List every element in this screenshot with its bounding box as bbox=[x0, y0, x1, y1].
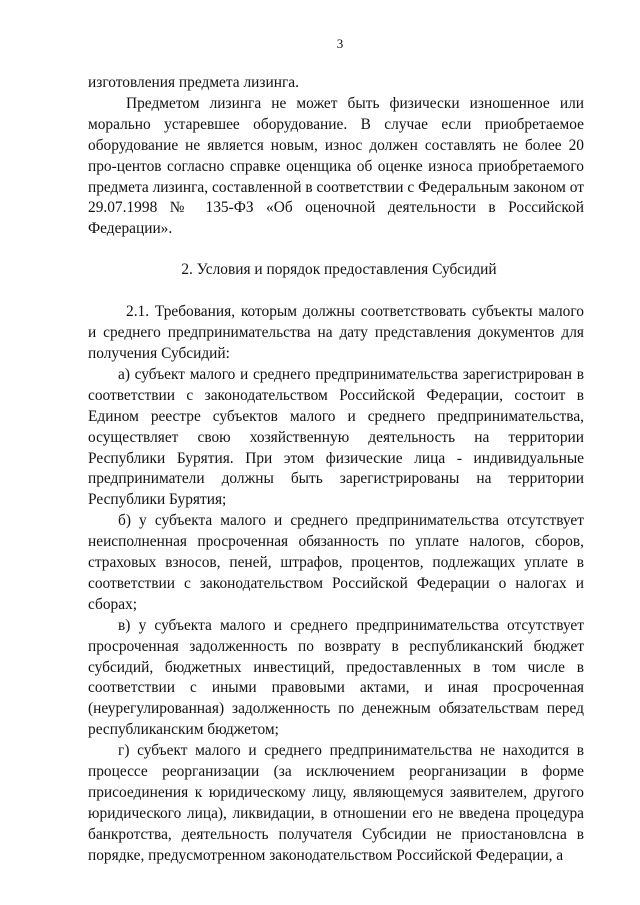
paragraph-item-a: а) субъект малого и среднего предпринимательства зарегистрирован в соответствии с законодательством Российской Федерации, состоит в Едином реестре субъектов малого и среднего предпринимательства, осуществляет свою хозяйственную деятельность на территории Республики Бурятия. При этом физические лица - индивидуальные предприниматели должны быть зарегистрированы на территории Республики Бурятия; bbox=[88, 365, 584, 509]
document-body bbox=[88, 73, 584, 867]
page-number: 3 bbox=[336, 36, 344, 51]
paragraph-leasing-subject: Предметом лизинга не может быть физически изношенное или морально устаревшее оборудование. В случае если приобретаемое оборудование не является новым, износ должен составлять не более 20 про-центов согласно справке оценщика об оценке износа приобретаемого предмета лизинга, составленной в соответствии с Федеральным законом от 29.07.1998 № 135-ФЗ «Об оценочной деятельности в Российской Федерации». bbox=[88, 94, 584, 238]
paragraph-item-v: в) у субъекта малого и среднего предпринимательства отсутствует просроченная задолженность по возврату в республиканский бюджет субсидий, бюджетных инвестиций, предоставленных в том числе в соответствии с иными правовыми актами, и иная просроченная (неурегулированная) задолженность по денежным обязательствам перед республиканским бюджетом; bbox=[88, 616, 584, 739]
paragraph-item-b: б) у субъекта малого и среднего предпринимательства отсутствует неисполненная просроченная обязанность по уплате налогов, сборов, страховых взносов, пеней, штрафов, процентов, подлежащих уплате в соответствии с законодательством Российской Федерации о налогах и сборах; bbox=[88, 512, 584, 613]
paragraph-item-g: г) субъект малого и среднего предпринимательства не находится в процессе реорганизации (за исключением реорганизации в форме присоединения к юридическому лицу, являющемуся заявителем, другого юридического лица), ликвидации, в отношении его не введена процедура банкротства, деятельность получателя Субсидии не приостановлсна в порядке, предусмотренном законодательством Российской Федерации, а bbox=[88, 742, 584, 864]
paragraph-requirements-intro: 2.1. Требования, которым должны соответствовать субъекты малого и среднего предпринимательства на дату представления документов для получения Субсидий: bbox=[88, 303, 584, 362]
paragraph-continuation: изготовления предмета лизинга. bbox=[88, 74, 299, 91]
section-heading: 2. Условия и порядок предоставления Субсидий bbox=[181, 261, 497, 279]
